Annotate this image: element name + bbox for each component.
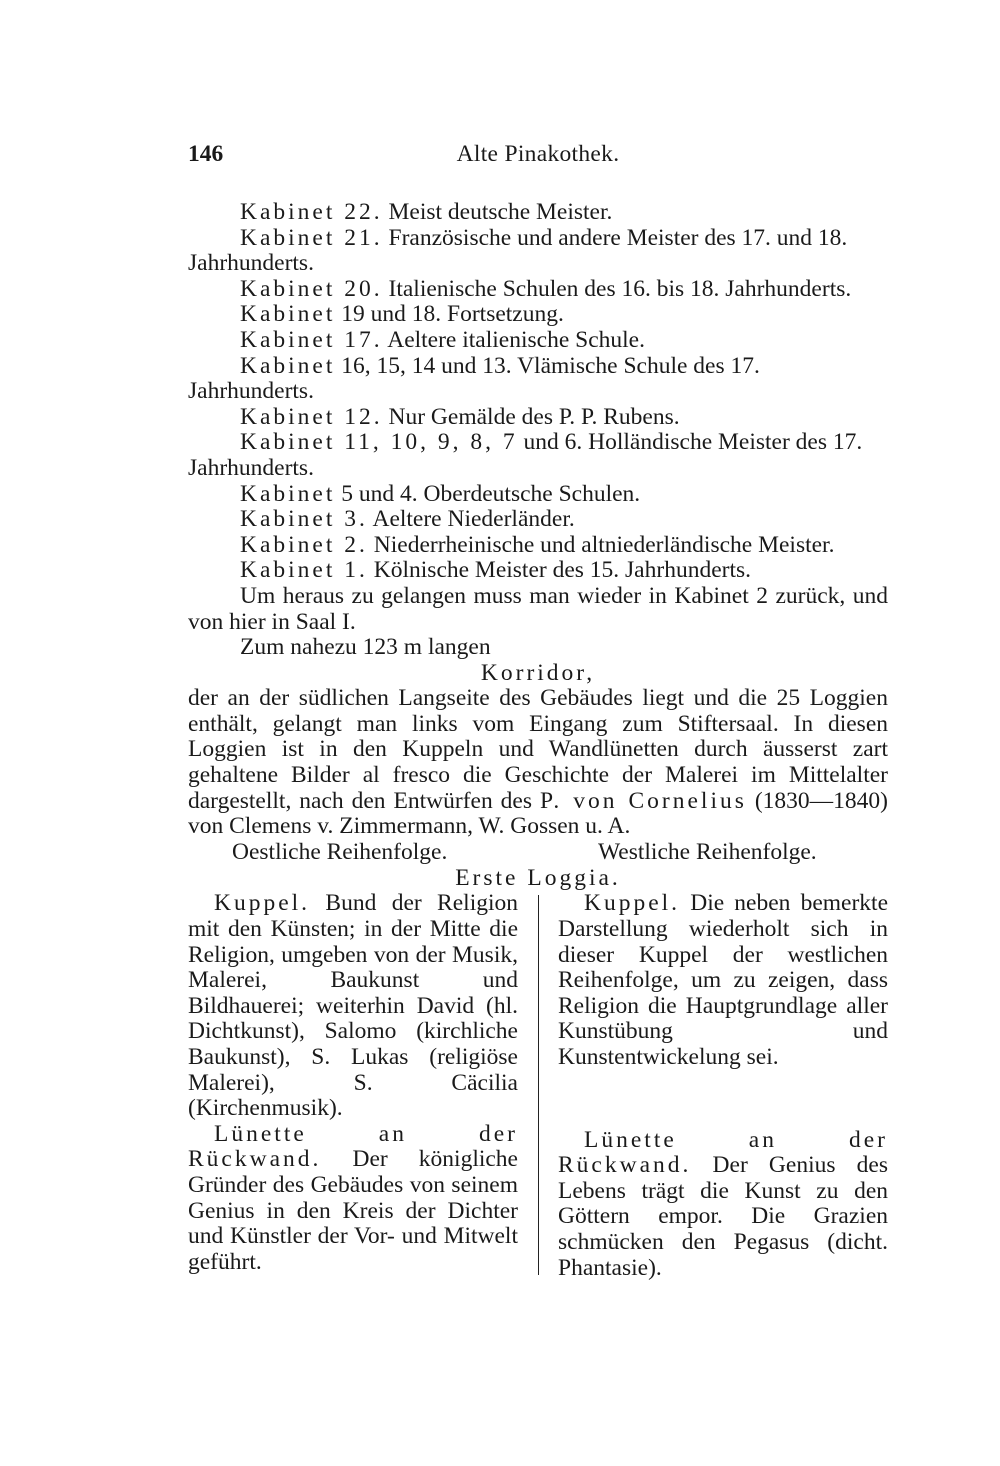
- cabinet-entry: [188, 226, 888, 277]
- kuppel-text: Bund der Religion mit den Künsten; in der Mitte die Religion, umgeben von der Musik, Malerei, Baukunst und Bildhauerei; weiterhin David (hl. Dichtkunst), Salomo (kirchliche Baukunst), S. Lukas (religiöse Malerei), S. Cäcilia (Kirchenmusik).: [188, 890, 518, 1122]
- cabinet-entry: [188, 277, 888, 303]
- luenette-label: Lünette an der Rückwand.: [558, 1126, 888, 1179]
- cabinet-text: und 6. Holländische Meister des 17. Jahrhunderts.: [188, 429, 863, 481]
- cabinet-label: Kabinet: [240, 480, 336, 507]
- right-luenette: [558, 1128, 888, 1282]
- cabinet-label: Kabinet 20.: [240, 275, 383, 302]
- cabinet-text: Aeltere Niederländer.: [367, 506, 575, 533]
- cabinet-entry: [188, 302, 888, 328]
- cabinet-list: [188, 200, 888, 584]
- cabinet-text: Französische und andere Meister des 17. und 18. Jahrhunderts.: [188, 224, 848, 277]
- cabinet-label: Kabinet 21.: [240, 224, 383, 251]
- corridor-heading: Korridor,: [480, 659, 596, 686]
- kuppel-label: Kuppel.: [214, 890, 311, 917]
- left-luenette: [188, 1122, 518, 1276]
- cabinet-entry: [188, 507, 888, 533]
- cabinet-entry: [188, 354, 888, 405]
- cabinet-text: Niederrheinische und altniederländische Meister.: [367, 531, 835, 558]
- artist-name: P. von Cornelius: [539, 787, 747, 814]
- luenette-label: Lünette an der Rückwand.: [188, 1120, 518, 1173]
- cabinet-text: Meist deutsche Meister.: [382, 199, 613, 225]
- cabinet-label: Kabinet 2.: [240, 531, 368, 558]
- page-number: 146: [188, 141, 224, 167]
- corridor-text-end: (1830—1840) von Clemens v. Zimmermann, W. Gossen u. A.: [188, 787, 888, 840]
- column-divider: [538, 895, 539, 1275]
- column-gap: [558, 1071, 888, 1128]
- cabinet-text: 16, 15, 14 und 13. Vlämische Schule des 17. Jahrhunderts.: [188, 352, 760, 405]
- luenette-text: Der königliche Gründer des Gebäudes von seinem Genius in den Kreis der Dichter und Künstler der Vor- und Mitwelt geführt.: [188, 1146, 518, 1275]
- right-kuppel: [558, 891, 888, 1070]
- cabinet-label: Kabinet 22.: [240, 199, 383, 225]
- running-title: Alte Pinakothek.: [456, 141, 620, 167]
- luenette-text: Der Genius des Lebens trägt die Kunst zu den Göttern empor. Die Grazien schmücken den Pegasus (dicht. Phantasie).: [558, 1152, 888, 1281]
- left-column: [188, 891, 518, 1275]
- cabinet-entry: [188, 405, 888, 431]
- page-header: [188, 142, 888, 178]
- cabinet-text: Nur Gemälde des P. P. Rubens.: [382, 403, 680, 430]
- cabinet-label: Kabinet 3.: [240, 506, 368, 533]
- order-left: Oestliche Reihenfolge.: [232, 838, 448, 865]
- page: [188, 141, 888, 1281]
- cabinet-entry: [188, 200, 888, 226]
- cabinet-entry: [188, 558, 888, 584]
- order-right: Westliche Reihenfolge.: [598, 838, 817, 865]
- loggia-heading: Erste Loggia.: [455, 864, 621, 891]
- cabinet-text: Italienische Schulen des 16. bis 18. Jahrhunderts.: [382, 275, 852, 302]
- cabinet-text: Aeltere italienische Schule.: [382, 326, 645, 353]
- right-column: [558, 891, 888, 1281]
- cabinet-label: Kabinet: [240, 301, 336, 328]
- cabinet-label: Kabinet: [240, 352, 336, 379]
- exit-note: Um heraus zu gelangen muss man wieder in Kabinet 2 zurück, und von hier in Saal I.: [188, 582, 888, 635]
- cabinet-label: Kabinet 12.: [240, 403, 383, 430]
- corridor-description: [188, 686, 888, 840]
- cabinet-entry: [188, 482, 888, 508]
- cabinet-label: Kabinet 11, 10, 9, 8, 7: [240, 429, 518, 456]
- corridor-text: der an der südlichen Langseite des Gebäudes liegt und die 25 Loggien enthält, gelangt man links vom Eingang zum Stiftersaal. In diesen Loggien ist in den Kuppeln und Wandlünetten durch äusserst zart gehaltene Bilder al fresco die Geschichte der Malerei im Mittelalter dargestellt, nach den Entwürfen des: [188, 685, 888, 814]
- corridor-intro: Zum nahezu 123 m langen: [240, 634, 491, 661]
- cabinet-label: Kabinet 1.: [240, 557, 368, 584]
- kuppel-text: Die neben bemerkte Darstellung wiederholt sich in dieser Kuppel der westlichen Reihenfolge, um zu zeigen, dass Religion die Hauptgrundlage aller Kunstübung und Kunstentwickelung sei.: [558, 890, 888, 1070]
- cabinet-text: 5 und 4. Oberdeutsche Schulen.: [335, 480, 641, 507]
- cabinet-text: Kölnische Meister des 15. Jahrhunderts.: [367, 557, 751, 584]
- cabinet-text: 19 und 18. Fortsetzung.: [335, 301, 564, 328]
- cabinet-entry: [188, 328, 888, 354]
- cabinet-label: Kabinet 17.: [240, 326, 383, 353]
- left-kuppel: [188, 891, 518, 1121]
- order-headings: [188, 840, 888, 866]
- cabinet-entry: [188, 533, 888, 559]
- kuppel-label: Kuppel.: [584, 890, 681, 917]
- cabinet-entry: [188, 430, 888, 481]
